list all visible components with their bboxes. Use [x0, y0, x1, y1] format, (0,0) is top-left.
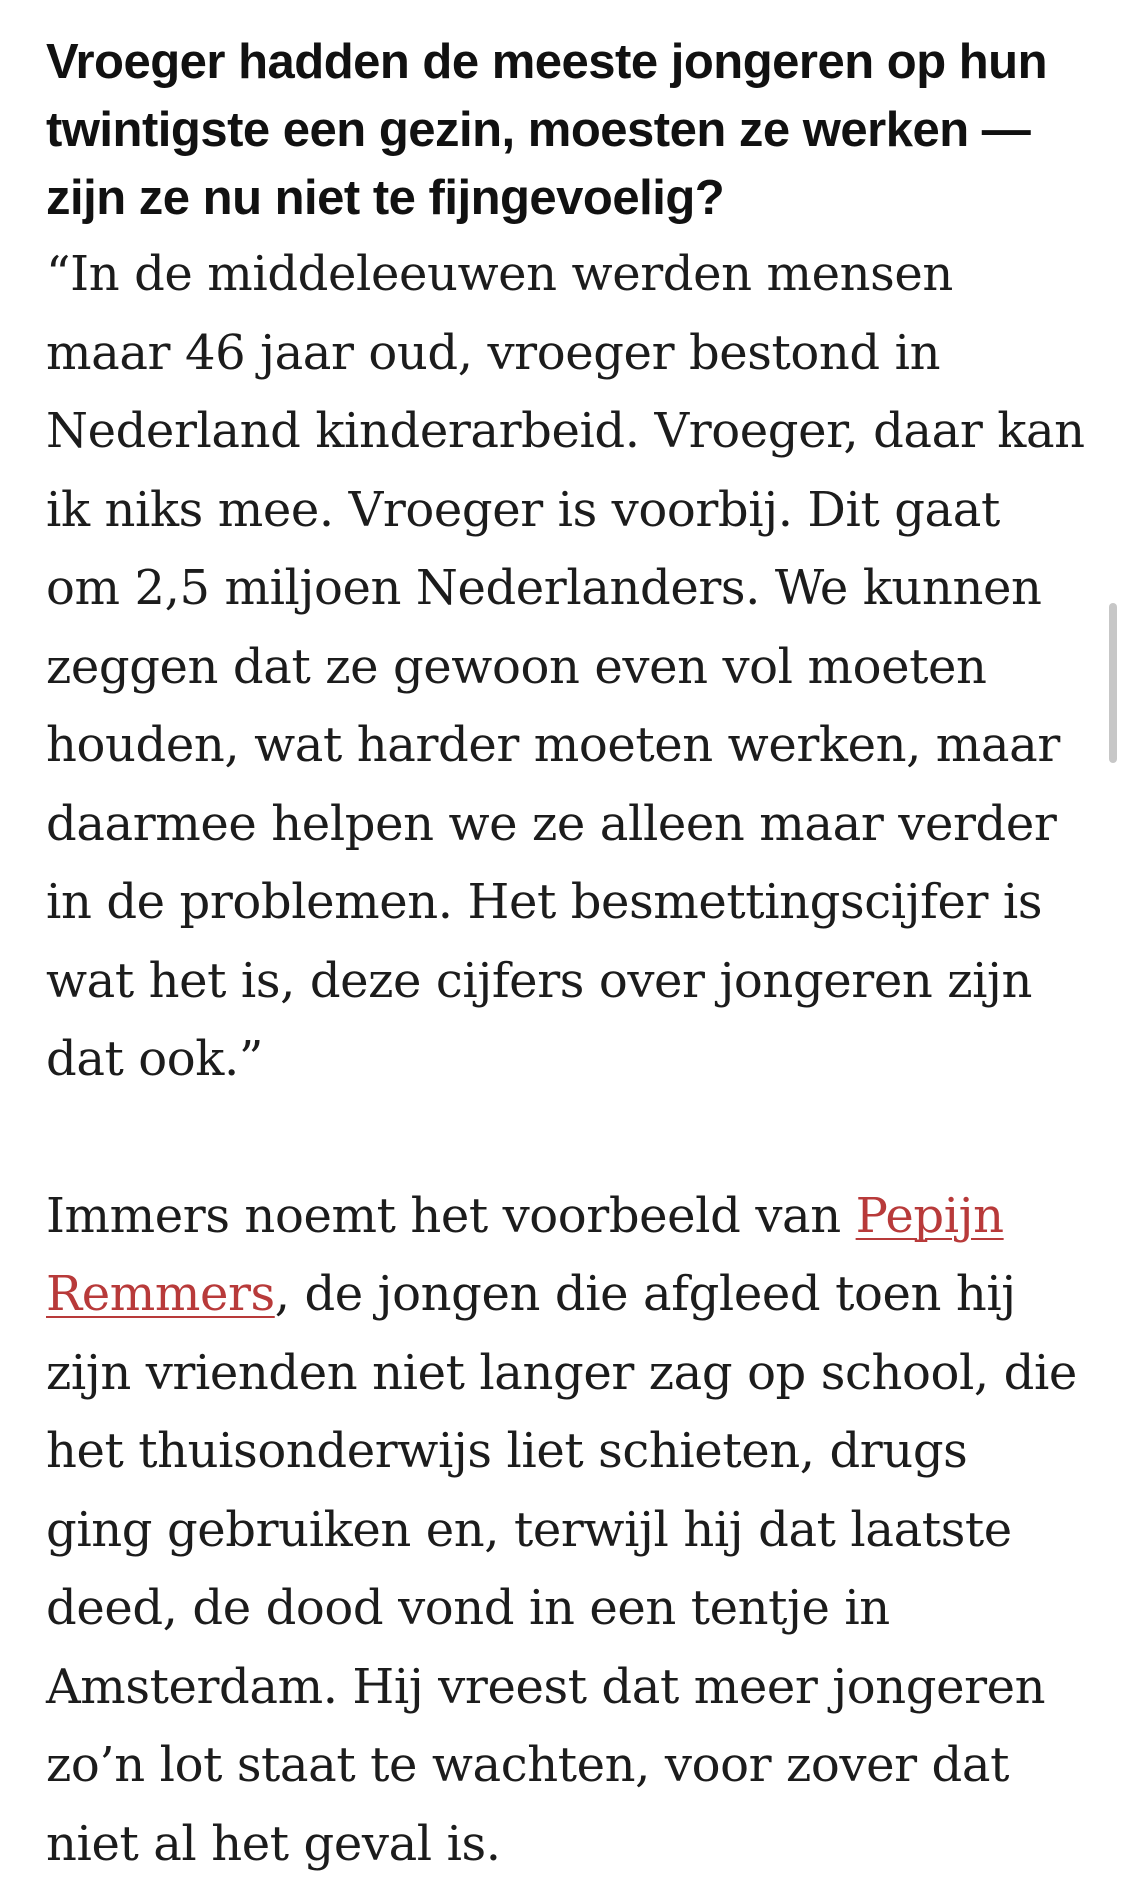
article-subheading: Vroeger hadden de meeste jongeren op hun twintigste een gezin, moesten ze werken — zijn ze nu niet te fijngevoelig? [46, 28, 1086, 232]
pepijn-remmers-link[interactable]: Pepijn Remmers [46, 1188, 1004, 1323]
article-body [46, 28, 1086, 1883]
paragraph-text-after-link: , de jongen die afgleed toen hij zijn vrienden niet langer zag op school, die het thuisonderwijs liet schieten, drugs ging gebruiken en, terwijl hij dat laatste deed, de dood vond in een tentje in Amsterdam. Hij vreest dat meer jongeren zo’n lot staat te wachten, voor zover dat niet al het geval is. [46, 1266, 1077, 1872]
quote-paragraph: “In de middeleeuwen werden mensen maar 46 jaar oud, vroeger bestond in Nederland kinderarbeid. Vroeger, daar kan ik niks mee. Vroeger is voorbij. Dit gaat om 2,5 miljoen Nederlanders. We kunnen zeggen dat ze gewoon even vol moeten houden, wat harder moeten werken, maar daarmee helpen we ze alleen maar verder in de problemen. Het besmettingscijfer is wat het is, deze cijfers over jongeren zijn dat ook.” [46, 235, 1086, 1099]
scrollbar[interactable] [1109, 0, 1119, 1878]
paragraph-text-before-link: Immers noemt het voorbeeld van [46, 1188, 856, 1244]
body-paragraph [46, 1177, 1086, 1883]
scrollbar-thumb[interactable] [1109, 603, 1117, 763]
